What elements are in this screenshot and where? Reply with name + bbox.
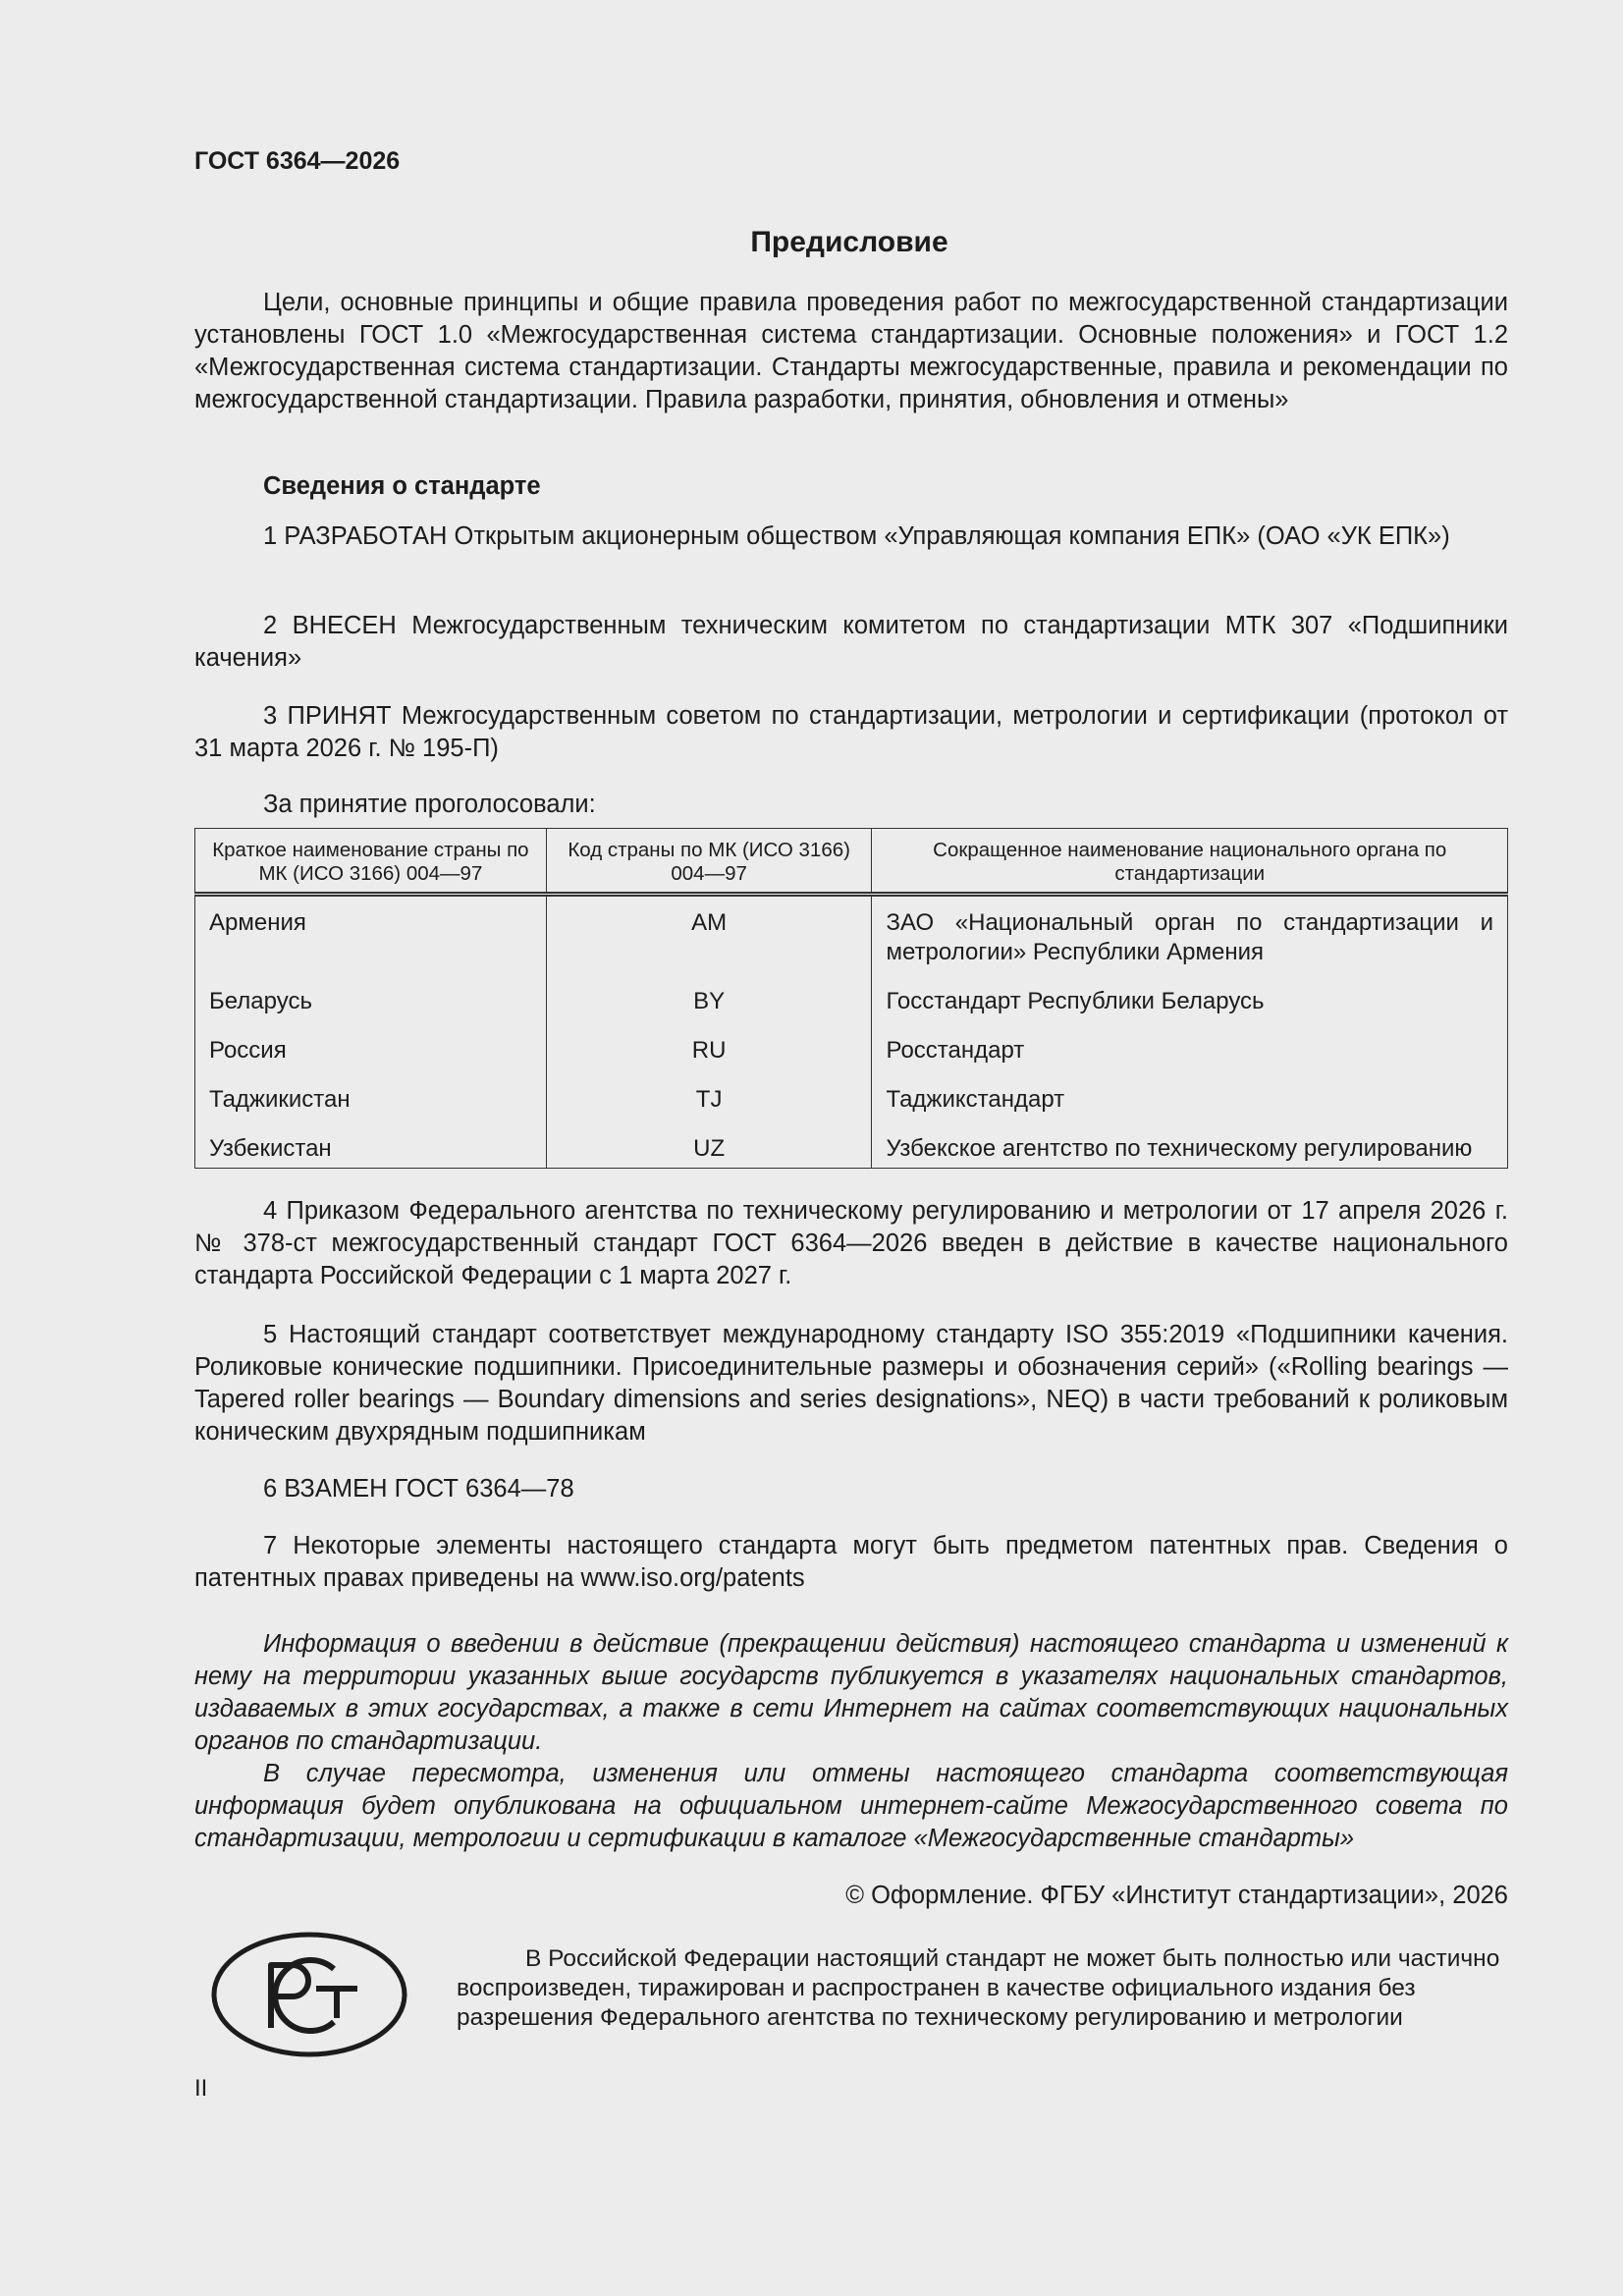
item-4-text: 4 Приказом Федерального агентства по техническому регулированию и метрологии от 17 апреля 2026 г. № 378-ст межгосударственный стандарт ГОСТ 6364—2026 введен в действие в качестве национального стандарта Российской Федерации с 1 марта 2027 г. <box>194 1197 1508 1289</box>
country-cell: Армения <box>195 895 547 980</box>
italic-info-p2: В случае пересмотра, изменения или отмены настоящего стандарта соответствующая информация будет опубликована на официальном интернет-сайте Межгосударственного совета по стандартизации, метрологии и сертификации в каталоге «Межгосударственные стандарты» <box>194 1760 1508 1852</box>
item-5 <box>194 1319 1508 1449</box>
item-2-text: 2 ВНЕСЕН Межгосударственным техническим комитетом по стандартизации МТК 307 «Подшипники качения» <box>194 612 1508 672</box>
table-header-row <box>195 829 1508 895</box>
item-2 <box>194 610 1508 675</box>
table-row <box>195 1126 1508 1169</box>
country-cell: Таджикистан <box>195 1077 547 1126</box>
gost-r-certification-mark-icon <box>210 1930 408 2059</box>
code-cell: RU <box>546 1028 872 1077</box>
page-title: Предисловие <box>750 226 948 258</box>
italic-info-section <box>194 1628 1508 1855</box>
item-7 <box>194 1530 1508 1595</box>
code-cell: UZ <box>546 1126 872 1169</box>
item-3-text: 3 ПРИНЯТ Межгосударственным советом по стандартизации, метрологии и сертификации (протокол от 31 марта 2026 г. № 195-П) <box>194 702 1508 762</box>
table-row <box>195 979 1508 1028</box>
item-4 <box>194 1195 1508 1292</box>
page-number: II <box>194 2075 208 2102</box>
voting-table <box>194 828 1508 1169</box>
item-3 <box>194 700 1508 765</box>
item-7-text: 7 Некоторые элементы настоящего стандарта могут быть предметом патентных прав. Сведения о патентных правах приведены на www.iso.org/patents <box>194 1532 1508 1592</box>
code-cell: BY <box>546 979 872 1028</box>
info-heading: Сведения о стандарте <box>263 472 541 500</box>
table-row <box>195 1028 1508 1077</box>
intro-section <box>194 287 1508 416</box>
table-row <box>195 895 1508 980</box>
body-cell: ЗАО «Национальный орган по стандартизации и метрологии» Республики Армения <box>872 895 1508 980</box>
table-row <box>195 1077 1508 1126</box>
intro-paragraph: Цели, основные принципы и общие правила проведения работ по межгосударственной стандартизации установлены ГОСТ 1.0 «Межгосударственная система стандартизации. Основные положения» и ГОСТ 1.2 «Межгосударственная система стандартизации. Стандарты межгосударственные, правила и рекомендации по межгосударственной стандартизации. Правила разработки, принятия, обновления и отмены» <box>194 289 1508 413</box>
voted-label: За принятие проголосовали: <box>263 791 596 818</box>
item-1-text: 1 РАЗРАБОТАН Открытым акционерным обществом «Управляющая компания ЕПК» (ОАО «УК ЕПК») <box>263 522 1450 550</box>
italic-info-p1: Информация о введении в действие (прекращении действия) настоящего стандарта и изменений к нему на территории указанных выше государств публикуется в указателях национальных стандартов, издаваемых в этих государствах, а также в сети Интернет на сайтах соответствующих национальных органов по стандартизации. <box>194 1630 1508 1755</box>
country-cell: Беларусь <box>195 979 547 1028</box>
header-country: Краткое наименование страны по МК (ИСО 3166) 004—97 <box>195 829 547 895</box>
header-code: Код страны по МК (ИСО 3166) 004—97 <box>546 829 872 895</box>
copyright-line: © Оформление. ФГБУ «Институт стандартизации», 2026 <box>845 1882 1508 1909</box>
item-5-text: 5 Настоящий стандарт соответствует международному стандарту ISO 355:2019 «Подшипники качения. Роликовые конические подшипники. Присоединительные размеры и обозначения серий» («Rolling bearings — Tapered roller bearings — Boundary dimensions and series designations», NEQ) в части требований к роликовым коническим двухрядным подшипникам <box>194 1321 1508 1446</box>
item-1 <box>194 520 1508 553</box>
header-body: Сокращенное наименование национального органа по стандартизации <box>872 829 1508 895</box>
body-cell: Узбекское агентство по техническому регулированию <box>872 1126 1508 1169</box>
item-6 <box>194 1473 1508 1505</box>
code-cell: AM <box>546 895 872 980</box>
item-6-text: 6 ВЗАМЕН ГОСТ 6364—78 <box>263 1475 574 1503</box>
country-cell: Россия <box>195 1028 547 1077</box>
code-cell: TJ <box>546 1077 872 1126</box>
body-cell: Росстандарт <box>872 1028 1508 1077</box>
body-cell: Таджикстандарт <box>872 1077 1508 1126</box>
copyright-notice: В Российской Федерации настоящий стандарт не может быть полностью или частично воспроизведен, тиражирован и распространен в качестве официального издания без разрешения Федерального агентства по техническому регулированию и метрологии <box>457 1945 1500 2031</box>
country-cell: Узбекистан <box>195 1126 547 1169</box>
body-cell: Госстандарт Республики Беларусь <box>872 979 1508 1028</box>
document-code: ГОСТ 6364—2026 <box>194 147 401 175</box>
